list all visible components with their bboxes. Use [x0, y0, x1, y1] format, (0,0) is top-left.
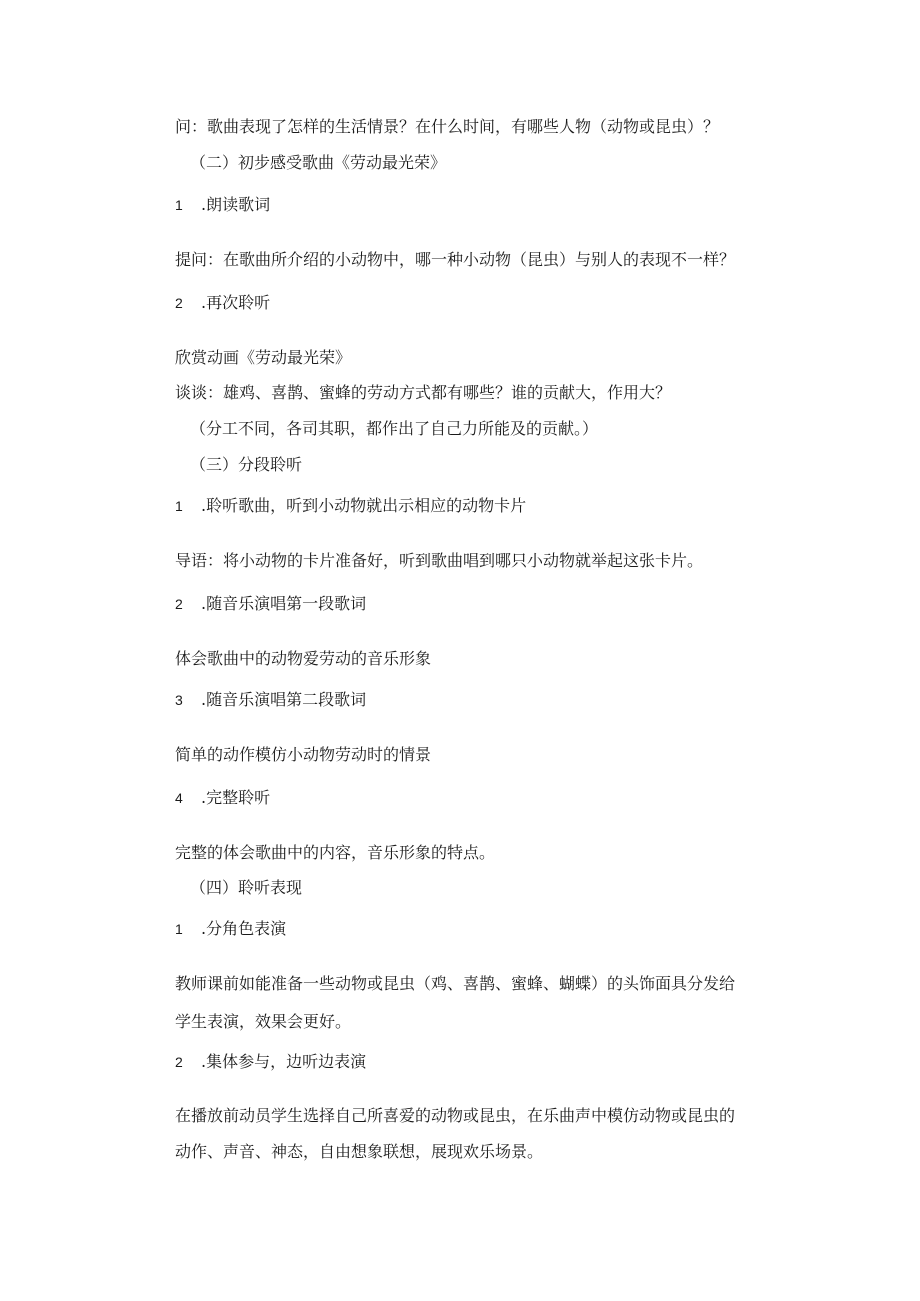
question-line: 问：歌曲表现了怎样的生活情景？在什么时间，有哪些人物（动物或昆虫）？ [175, 117, 720, 136]
step-heading [175, 1052, 366, 1072]
step-number: 2 [175, 1054, 183, 1070]
step-number: 2 [175, 596, 183, 612]
step-heading [175, 293, 270, 313]
step-number: 2 [175, 295, 183, 311]
text-line: 教师课前如能准备一些动物或昆虫（鸡、喜鹊、蜜蜂、蝴蝶）的头饰面具分发给 [175, 974, 736, 993]
step-heading [175, 195, 270, 215]
text-line: 谈谈：雄鸡、喜鹊、蜜蜂的劳动方式都有哪些？谁的贡献大，作用大？ [175, 383, 672, 402]
step-label: .分角色表演 [201, 919, 287, 938]
step-number: 3 [175, 692, 183, 708]
step-label: .朗读歌词 [201, 195, 271, 214]
step-heading [175, 496, 526, 516]
section-heading-3: （三）分段聆听 [190, 455, 303, 474]
step-label: .聆听歌曲，听到小动物就出示相应的动物卡片 [201, 496, 527, 515]
text-line: 学生表演，效果会更好。 [175, 1012, 352, 1031]
question-line: 提问：在歌曲所介绍的小动物中，哪一种小动物（昆虫）与别人的表现不一样？ [175, 250, 736, 269]
step-number: 4 [175, 790, 183, 806]
text-line: 导语：将小动物的卡片准备好，听到歌曲唱到哪只小动物就举起这张卡片。 [175, 551, 704, 570]
text-line: （分工不同，各司其职，都作出了自己力所能及的贡献。） [190, 419, 599, 438]
text-line: 动作、声音、神态，自由想象联想，展现欢乐场景。 [175, 1142, 544, 1161]
step-heading [175, 919, 286, 939]
step-heading [175, 788, 270, 808]
text-line: 在播放前动员学生选择自己所喜爱的动物或昆虫，在乐曲声中模仿动物或昆虫的 [175, 1106, 736, 1125]
section-heading-2: （二）初步感受歌曲《劳动最光荣》 [190, 153, 447, 172]
step-label: .随音乐演唱第二段歌词 [201, 690, 367, 709]
step-label: .再次聆听 [201, 293, 271, 312]
step-label: .完整聆听 [201, 788, 271, 807]
step-label: .集体参与，边听边表演 [201, 1052, 367, 1071]
step-heading [175, 690, 366, 710]
step-number: 1 [175, 498, 183, 514]
section-heading-4: （四）聆听表现 [190, 878, 303, 897]
text-line: 完整的体会歌曲中的内容，音乐形象的特点。 [175, 843, 496, 862]
step-number: 1 [175, 197, 183, 213]
text-line: 体会歌曲中的动物爱劳动的音乐形象 [175, 649, 432, 668]
step-label: .随音乐演唱第一段歌词 [201, 594, 367, 613]
step-heading [175, 594, 366, 614]
text-line: 欣赏动画《劳动最光荣》 [175, 348, 352, 367]
text-line: 简单的动作模仿小动物劳动时的情景 [175, 745, 432, 764]
step-number: 1 [175, 921, 183, 937]
